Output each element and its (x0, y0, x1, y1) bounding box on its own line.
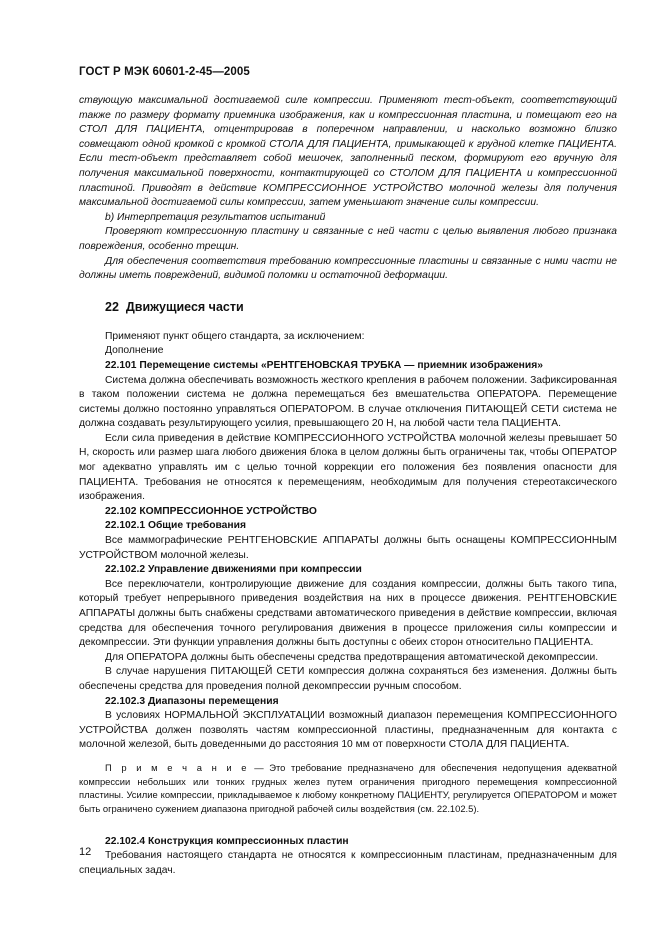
paragraph-test-method: ствующую максимальной достигаемой силе компрессии. Применяют тест-объект, соответствующий также по размеру формату приемника изображения, как и компрессионная пластина, и помещают его на СТОЛ ДЛЯ ПАЦИЕНТА, отцентрировав в поперечном направлении, и насколько возможно близко совмещают одной кромкой с кромкой СТОЛА ДЛЯ ПАЦИЕНТА, примыкающей к грудной клетке ПАЦИЕНТА. Если тест-объект представляет собой мешочек, заполненный песком, формируют его вручную для получения максимальной поверхности, контактирующей со СТОЛОМ ДЛЯ ПАЦИЕНТА и компрессионной пластиной. Приводят в действие КОМПРЕССИОННОЕ УСТРОЙСТВО молочной железы для получения максимальной достигаемой силы компрессии, затем уменьшают значение силы компрессии. (79, 95, 617, 209)
paragraph-system-fixation: Система должна обеспечивать возможность жесткого крепления в рабочем положении. Зафиксированная в таком положении система не должна перемещаться без вмешательства ОПЕРАТОРА. Перемещение системы должно постоянно управляться ОПЕРАТОРОМ. В случае отключения ПИТАЮЩЕЙ СЕТИ система не должна создавать результирующего усилия, превышающего 20 Н, на любой части тела ПАЦИЕНТА. (79, 374, 617, 430)
paragraph-addition: Дополнение (105, 345, 164, 357)
note-paragraph (79, 761, 617, 815)
page-number: 12 (79, 846, 92, 858)
document-body (79, 94, 617, 878)
standard-header: ГОСТ Р МЭК 60601-2-45—2005 (79, 66, 250, 78)
subheading-interpretation: b) Интерпретация результатов испытаний (105, 211, 326, 223)
section-heading (105, 298, 617, 316)
note-text: — Это требование предназначено для обеспечения недопущения адекватной компрессии небольших или тонких грудных желез путем ограничения пригодного перемещения компрессионной пластины. Усилие компрессии, прикладываемое к любому конкретному ПАЦИЕНТУ, регулируется ОПЕРАТОРОМ и может быть ограничено сужением диапазона пригодной рабочей силы воздействия (см. 22.102.5). (79, 761, 617, 814)
clause-heading-22-102-4: 22.102.4 Конструкция компрессионных пластин (105, 835, 349, 847)
section-number: 22 (105, 299, 119, 314)
paragraph-mains-failure: В случае нарушения ПИТАЮЩЕЙ СЕТИ компрессия должна сохраняться без изменения. Должны быть обеспечены средства для проведения полной декомпрессии ручным способом. (79, 666, 617, 692)
paragraph-movement-range: В условиях НОРМАЛЬНОЙ ЭКСПЛУАТАЦИИ возможный диапазон перемещения КОМПРЕССИОННОГО УСТРОЙСТВА должен позволять частям компрессионной пластины, предназначенным для контакта с молочной железой, быть доведенными до расстояния 10 мм от поверхности СТОЛА ДЛЯ ПАЦИЕНТА. (79, 710, 617, 751)
paragraph-plate-design: Требования настоящего стандарта не относятся к компрессионным пластинам, предназначенным для специальных задач. (79, 850, 617, 876)
paragraph-general-requirements: Все маммографические РЕНТГЕНОВСКИЕ АППАРАТЫ должны быть оснащены КОМПРЕССИОННЫМ УСТРОЙСТВОМ молочной железы. (79, 535, 617, 561)
paragraph-inspection: Проверяют компрессионную пластину и связанные с ней части с целью выявления любого признака повреждения, особенно трещин. (79, 226, 617, 252)
paragraph-decompression-prevention: Для ОПЕРАТОРА должны быть обеспечены средства предотвращения автоматической декомпрессии. (105, 651, 599, 663)
clause-heading-22-101: 22.101 Перемещение системы «РЕНТГЕНОВСКАЯ ТРУБКА — приемник изображения» (105, 359, 543, 371)
clause-heading-22-102-3: 22.102.3 Диапазоны перемещения (105, 695, 279, 707)
paragraph-general-standard: Применяют пункт общего стандарта, за исключением: (105, 330, 365, 342)
clause-heading-22-102-2: 22.102.2 Управление движениями при компрессии (105, 564, 362, 576)
clause-heading-22-102-1: 22.102.1 Общие требования (105, 520, 246, 532)
clause-heading-22-102: 22.102 КОМПРЕССИОННОЕ УСТРОЙСТВО (105, 505, 317, 517)
section-title: Движущиеся части (125, 299, 244, 314)
paragraph-compliance: Для обеспечения соответствия требованию компрессионные пластины и связанные с ними части не должны иметь повреждений, видимой поломки и остаточной деформации. (79, 255, 617, 282)
paragraph-force-limit: Если сила приведения в действие КОМПРЕССИОННОГО УСТРОЙСТВА молочной железы превышает 50 Н, скорость или размер шага любого движения блока в целом должны быть ограничены так, чтобы ОПЕРАТОР мог адекватно управлять им с целью точной коррекции его положения без появления опасности для ПАЦИЕНТА. Требования не относятся к перемещениям, необходимым для получения стереотаксического изображения. (79, 432, 617, 503)
note-label: П р и м е ч а н и е (105, 761, 249, 773)
paragraph-motion-control: Все переключатели, контролирующие движение для создания компрессии, должны быть такого типа, который требует непрерывного приведения воздействия на них в процессе движения. РЕНТГЕНОВСКИЕ АППАРАТЫ должны быть снабжены средствами автоматического приведения в действие компрессии, включая средства для обеспечения точного регулирования движения в процессе приложения силы компрессии и декомпрессии. Эти функции управления должны быть доступны с обеих сторон относительно ПАЦИЕНТА. (79, 578, 617, 649)
